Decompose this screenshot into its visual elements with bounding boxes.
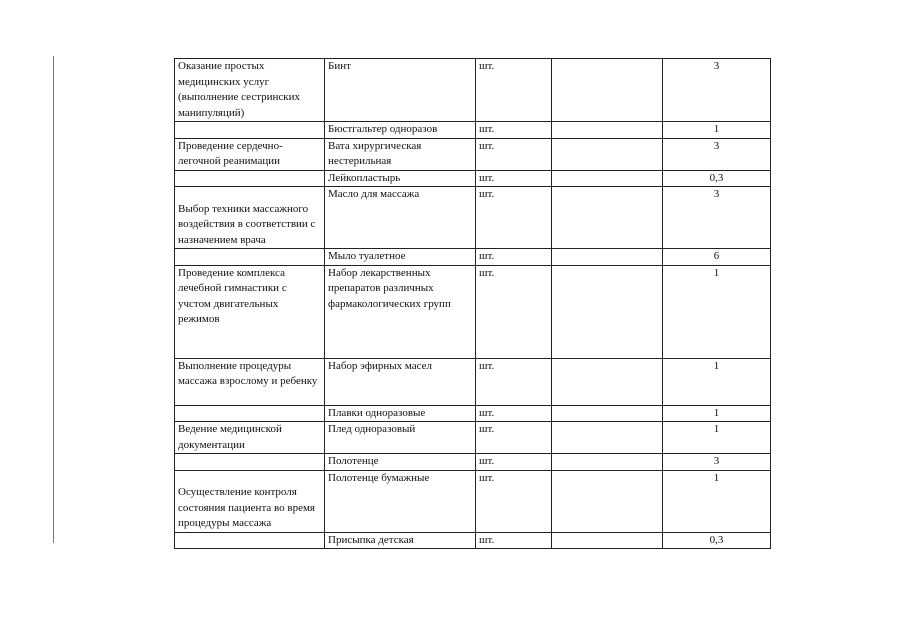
unit-cell: шт. xyxy=(476,265,552,358)
table-row xyxy=(175,454,771,471)
activity-cell xyxy=(175,405,325,422)
unit-cell: шт. xyxy=(476,59,552,122)
empty-cell xyxy=(552,187,663,249)
empty-cell xyxy=(552,122,663,139)
item-cell: Бюстгальтер одноразов xyxy=(325,122,476,139)
empty-cell xyxy=(552,138,663,170)
unit-cell: шт. xyxy=(476,138,552,170)
activity-cell xyxy=(175,122,325,139)
quantity-cell: 1 xyxy=(663,358,771,405)
unit-cell: шт. xyxy=(476,422,552,454)
activity-cell: Выполнение процедуры массажа взрослому и ребенку xyxy=(175,358,325,405)
table-row xyxy=(175,249,771,266)
quantity-cell: 1 xyxy=(663,265,771,358)
empty-cell xyxy=(552,470,663,532)
item-cell: Вата хирургическая нестерильная xyxy=(325,138,476,170)
quantity-cell: 0,3 xyxy=(663,170,771,187)
empty-cell xyxy=(552,358,663,405)
item-cell: Плавки одноразовые xyxy=(325,405,476,422)
table-row xyxy=(175,532,771,549)
quantity-cell: 1 xyxy=(663,122,771,139)
unit-cell: шт. xyxy=(476,454,552,471)
unit-cell: шт. xyxy=(476,405,552,422)
quantity-cell: 1 xyxy=(663,422,771,454)
activity-cell: Проведение комплекса лечебной гимнастики с учстом двигательных режимов xyxy=(175,265,325,358)
unit-cell: шт. xyxy=(476,122,552,139)
empty-cell xyxy=(552,405,663,422)
table-row xyxy=(175,405,771,422)
empty-cell xyxy=(552,532,663,549)
unit-cell: шт. xyxy=(476,470,552,532)
activity-cell xyxy=(175,454,325,471)
quantity-cell: 1 xyxy=(663,470,771,532)
item-cell: Лейкопластырь xyxy=(325,170,476,187)
table-row xyxy=(175,358,771,405)
activity-cell: Выбор техники массажного воздействия в соответствии с назначением врача xyxy=(175,187,325,249)
item-cell: Полотенце xyxy=(325,454,476,471)
activity-cell: Ведение медицинской документации xyxy=(175,422,325,454)
table-row xyxy=(175,138,771,170)
activity-cell: Осуществление контроля состояния пациента во время процедуры массажа xyxy=(175,470,325,532)
unit-cell: шт. xyxy=(476,358,552,405)
table-row xyxy=(175,122,771,139)
page-margin-line xyxy=(53,56,54,543)
empty-cell xyxy=(552,170,663,187)
item-cell: Присыпка детская xyxy=(325,532,476,549)
empty-cell xyxy=(552,422,663,454)
item-cell: Набор лекарственных препаратов различных фармакологических групп xyxy=(325,265,476,358)
item-cell: Плед одноразовый xyxy=(325,422,476,454)
quantity-cell: 1 xyxy=(663,405,771,422)
quantity-cell: 3 xyxy=(663,59,771,122)
table-row xyxy=(175,470,771,532)
quantity-cell: 3 xyxy=(663,187,771,249)
empty-cell xyxy=(552,454,663,471)
item-cell: Масло для массажа xyxy=(325,187,476,249)
table-row xyxy=(175,59,771,122)
unit-cell: шт. xyxy=(476,249,552,266)
empty-cell xyxy=(552,249,663,266)
quantity-cell: 3 xyxy=(663,454,771,471)
unit-cell: шт. xyxy=(476,187,552,249)
item-cell: Мыло туалетное xyxy=(325,249,476,266)
item-cell: Полотенце бумажные xyxy=(325,470,476,532)
activity-cell xyxy=(175,170,325,187)
quantity-cell: 6 xyxy=(663,249,771,266)
unit-cell: шт. xyxy=(476,170,552,187)
quantity-cell: 3 xyxy=(663,138,771,170)
activity-cell xyxy=(175,532,325,549)
activity-cell: Проведение сердечно-легочной реанимации xyxy=(175,138,325,170)
equipment-table xyxy=(174,58,771,549)
item-cell: Набор эфирных масел xyxy=(325,358,476,405)
table-row xyxy=(175,187,771,249)
table-row xyxy=(175,422,771,454)
table-row xyxy=(175,170,771,187)
item-cell: Бинт xyxy=(325,59,476,122)
quantity-cell: 0,3 xyxy=(663,532,771,549)
table-row xyxy=(175,265,771,358)
activity-cell: Оказание простых медицинских услуг (выполнение сестринских манипуляций) xyxy=(175,59,325,122)
empty-cell xyxy=(552,265,663,358)
empty-cell xyxy=(552,59,663,122)
activity-cell xyxy=(175,249,325,266)
unit-cell: шт. xyxy=(476,532,552,549)
